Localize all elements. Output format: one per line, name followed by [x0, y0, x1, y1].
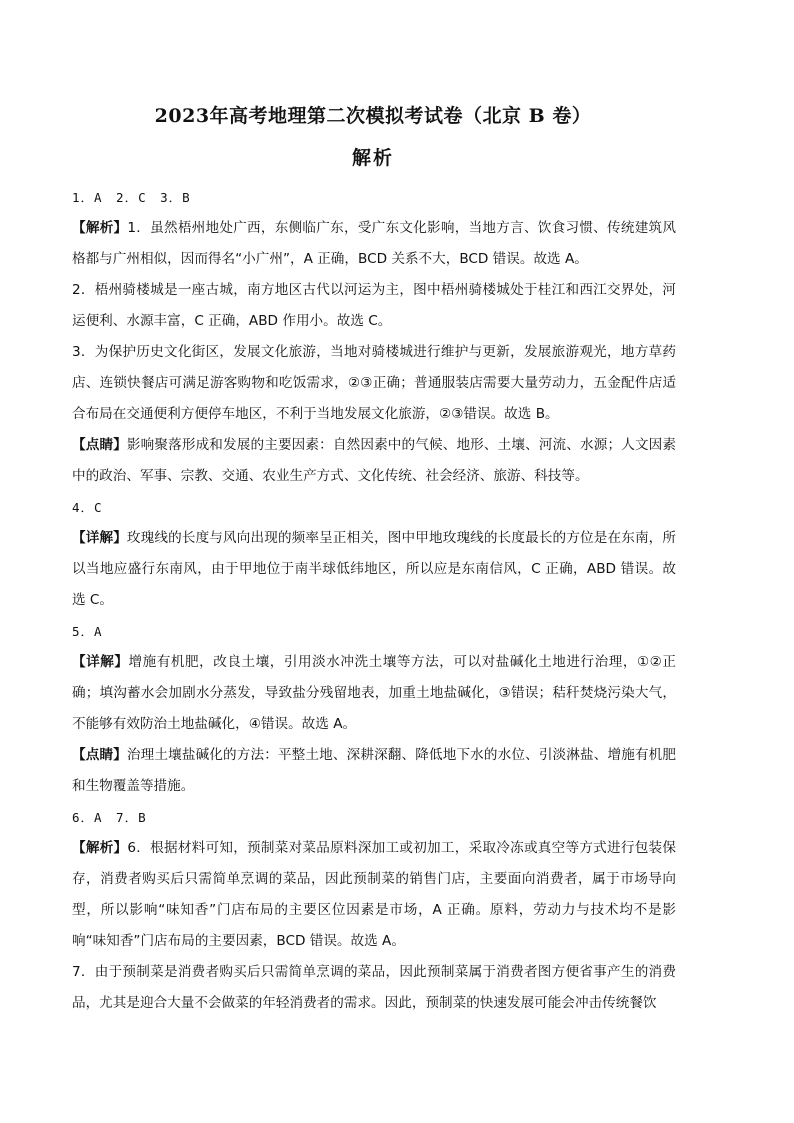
answer-line-6-7: 6．A 7．B [72, 810, 147, 825]
detail-paragraph-4: 【详解】玫瑰线的长度与风向出现的频率呈正相关，图中甲地玫瑰线的长度最长的方位是在东南，所以当地应盛行东南风，由于甲地位于南半球低纬地区，所以应是东南信风，C 正确，ABD 错误。故选 C。 [72, 530, 676, 608]
section-tag: 【解析】 [72, 840, 128, 856]
analysis-paragraph-1: 【解析】1．虽然梧州地处广西，东侧临广东，受广东文化影响，当地方言、饮食习惯、传统建筑风格都与广州相似，因而得名“小广州”，A 正确，BCD 关系不大，BCD 错误。故选 A。 [72, 220, 676, 267]
key-point-paragraph-5: 【点睛】治理土壤盐碱化的方法：平整土地、深耕深翻、降低地下水的水位、引淡淋盐、增施有机肥和生物覆盖等措施。 [72, 747, 676, 794]
section-tag: 【点睛】 [72, 747, 127, 763]
answer-line-1-3: 1．A 2．C 3．B [72, 190, 191, 205]
page-subtitle: 解析 [351, 147, 394, 169]
analysis-paragraph-6: 【解析】6．根据材料可知，预制菜对菜品原料深加工或初加工，采取冷冻或真空等方式进行包装保存，消费者购买后只需简单烹调的菜品，因此预制菜的销售门店，主要面向消费者，属于市场导向型，所以影响“味知香”门店布局的主要区位因素是市场，A 正确。原料，劳动力与技术均不是影响“味知香”门店布局的主要因素，BCD 错误。故选 A。 [72, 840, 676, 949]
document-body [72, 182, 676, 1019]
section-tag: 【点睛】 [72, 437, 127, 453]
page-title: 2023年高考地理第二次模拟考试卷（北京 B 卷） [154, 105, 592, 127]
detail-paragraph-5: 【详解】增施有机肥，改良土壤，引用淡水冲洗土壤等方法，可以对盐碱化土地进行治理，①②正确；填沟蓄水会加剧水分蒸发，导致盐分残留地表，加重土地盐碱化，③错误；秸秆焚烧污染大气，不能够有效防治土地盐碱化，④错误。故选 A。 [72, 654, 676, 732]
analysis-paragraph-3: 3．为保护历史文化街区，发展文化旅游，当地对骑楼城进行维护与更新，发展旅游观光，地方草药店、连锁快餐店可满足游客购物和吃饭需求，②③正确；普通服装店需要大量劳动力，五金配件店适合布局在交通便利方便停车地区，不利于当地发展文化旅游，②③错误。故选 B。 [72, 344, 676, 422]
section-tag: 【详解】 [72, 654, 129, 670]
section-tag: 【详解】 [72, 530, 127, 546]
answer-line-5: 5．A [72, 624, 103, 639]
analysis-paragraph-7: 7．由于预制菜是消费者购买后只需简单烹调的菜品，因此预制菜属于消费者图方便省事产生的消费品，尤其是迎合大量不会做菜的年轻消费者的需求。因此，预制菜的快速发展可能会冲击传统餐饮 [72, 964, 676, 1011]
key-point-paragraph-1: 【点睛】影响聚落形成和发展的主要因素：自然因素中的气候、地形、土壤、河流、水源；人文因素中的政治、军事、宗教、交通、农业生产方式、文化传统、社会经济、旅游、科技等。 [72, 437, 676, 484]
analysis-paragraph-2: 2．梧州骑楼城是一座古城，南方地区古代以河运为主，图中梧州骑楼城处于桂江和西江交界处，河运便利、水源丰富，C 正确，ABD 作用小。故选 C。 [72, 282, 676, 329]
answer-line-4: 4．C [72, 500, 103, 515]
section-tag: 【解析】 [72, 220, 128, 236]
